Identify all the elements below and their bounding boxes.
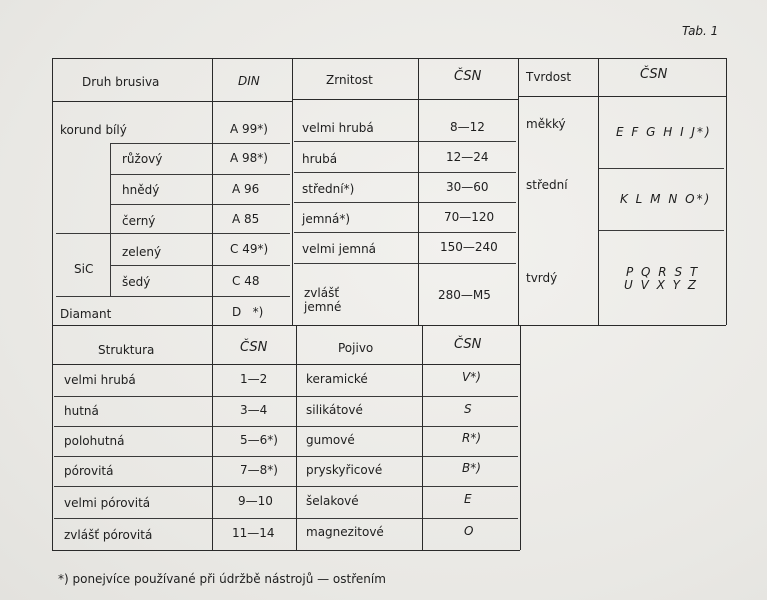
druh-sub: růžový xyxy=(122,152,163,166)
zrnitost-name: jemné xyxy=(304,300,342,314)
zrnitost-name: střední*) xyxy=(302,182,355,196)
tvrdost-csn: U V X Y Z xyxy=(624,278,699,292)
rule xyxy=(294,172,516,173)
zrnitost-csn: 150—240 xyxy=(440,240,498,254)
druh-main-sic: SiC xyxy=(74,262,94,276)
header-struktura: Struktura xyxy=(98,343,155,357)
rule xyxy=(54,396,518,397)
tvrdost-name: měkký xyxy=(526,117,566,131)
rule xyxy=(54,518,518,519)
druh-sub: hnědý xyxy=(122,183,160,197)
pojivo-csn: S xyxy=(464,402,472,416)
pojivo-name: silikátové xyxy=(306,403,363,417)
rule xyxy=(518,58,519,325)
rule xyxy=(52,325,53,550)
zrnitost-name: velmi jemná xyxy=(302,242,377,256)
rule xyxy=(294,202,516,203)
struktura-name: pórovitá xyxy=(64,464,114,478)
rule xyxy=(726,58,727,325)
header-csn-pojivo: ČSN xyxy=(454,337,482,352)
tvrdost-csn: K L M N O*) xyxy=(620,192,712,206)
struktura-csn: 1—2 xyxy=(240,372,268,386)
rule xyxy=(56,296,290,297)
rule xyxy=(294,232,516,233)
rule xyxy=(54,456,518,457)
druh-sub: zelený xyxy=(122,245,162,259)
pojivo-name: pryskyřicové xyxy=(306,463,383,477)
struktura-csn: 7—8*) xyxy=(240,463,278,477)
header-tvrdost: Tvrdost xyxy=(526,70,572,84)
din-value: C 48 xyxy=(232,274,260,288)
zrnitost-csn: 30—60 xyxy=(446,180,489,194)
header-csn-tvrdost: ČSN xyxy=(640,67,668,82)
druh-main-korund: korund bílý xyxy=(60,123,127,137)
rule xyxy=(52,550,520,551)
struktura-csn: 5—6*) xyxy=(240,433,278,447)
struktura-name: polohutná xyxy=(64,434,125,448)
rule xyxy=(422,325,423,550)
tvrdost-name: tvrdý xyxy=(526,271,558,285)
struktura-csn: 3—4 xyxy=(240,403,268,417)
din-value: C 49*) xyxy=(230,242,269,256)
rule xyxy=(296,325,297,550)
header-din: DIN xyxy=(238,74,260,88)
tvrdost-csn: P Q R S T xyxy=(626,265,700,279)
rule xyxy=(110,204,290,205)
rule xyxy=(54,426,518,427)
zrnitost-name: jemná*) xyxy=(302,212,351,226)
rule xyxy=(292,99,518,100)
din-value: A 99*) xyxy=(230,122,268,136)
rule xyxy=(598,58,599,325)
pojivo-csn: E xyxy=(464,492,472,506)
struktura-csn: 11—14 xyxy=(232,526,275,540)
din-value: D *) xyxy=(232,305,264,319)
zrnitost-csn: 280—M5 xyxy=(438,288,491,302)
zrnitost-name: hrubá xyxy=(302,152,338,166)
pojivo-name: gumové xyxy=(306,433,355,447)
rule xyxy=(52,58,53,325)
rule xyxy=(110,174,290,175)
pojivo-csn: O xyxy=(464,524,474,538)
header-zrnitost: Zrnitost xyxy=(326,73,373,87)
footnote: *) ponejvíce používané při údržbě nástrojů — ostřením xyxy=(58,572,386,586)
header-csn-struktura: ČSN xyxy=(240,340,268,355)
tvrdost-csn: E F G H I J*) xyxy=(616,125,712,139)
struktura-name: hutná xyxy=(64,404,99,418)
druh-sub: šedý xyxy=(122,275,151,289)
rule xyxy=(52,325,726,326)
rule xyxy=(418,58,419,325)
struktura-name: velmi hrubá xyxy=(64,373,136,387)
pojivo-name: šelakové xyxy=(306,494,359,508)
header-csn-zrnitost: ČSN xyxy=(454,69,482,84)
rule xyxy=(518,96,726,97)
din-value: A 96 xyxy=(232,182,260,196)
rule xyxy=(598,230,724,231)
struktura-csn: 9—10 xyxy=(238,494,273,508)
rule xyxy=(110,143,111,296)
pojivo-csn: R*) xyxy=(462,431,482,445)
pojivo-name: magnezitové xyxy=(306,525,384,539)
rule xyxy=(54,486,518,487)
pojivo-csn: B*) xyxy=(462,461,481,475)
druh-main-diamant: Diamant xyxy=(60,307,112,321)
struktura-name: zvlášť pórovitá xyxy=(64,528,153,542)
rule xyxy=(52,101,292,102)
rule xyxy=(292,58,293,325)
rule xyxy=(294,263,516,264)
rule xyxy=(598,168,724,169)
rule xyxy=(212,58,213,325)
tvrdost-name: střední xyxy=(526,178,568,192)
rule xyxy=(110,143,290,144)
rule xyxy=(110,265,290,266)
rule xyxy=(56,233,290,234)
rule xyxy=(52,58,726,59)
rule xyxy=(294,141,516,142)
rule xyxy=(212,325,213,550)
din-value: A 85 xyxy=(232,212,260,226)
struktura-name: velmi pórovitá xyxy=(64,496,151,510)
zrnitost-name: zvlášť xyxy=(304,286,340,300)
zrnitost-csn: 8—12 xyxy=(450,120,485,134)
header-druh-brusiva: Druh brusiva xyxy=(82,75,160,89)
zrnitost-csn: 12—24 xyxy=(446,150,489,164)
pojivo-name: keramické xyxy=(306,372,368,386)
zrnitost-csn: 70—120 xyxy=(444,210,495,224)
header-pojivo: Pojivo xyxy=(338,341,374,355)
zrnitost-name: velmi hrubá xyxy=(302,121,374,135)
table-number: Tab. 1 xyxy=(682,24,719,38)
druh-sub: černý xyxy=(122,214,156,228)
pojivo-csn: V*) xyxy=(462,370,481,384)
rule xyxy=(520,325,521,550)
rule xyxy=(52,364,520,365)
din-value: A 98*) xyxy=(230,151,268,165)
